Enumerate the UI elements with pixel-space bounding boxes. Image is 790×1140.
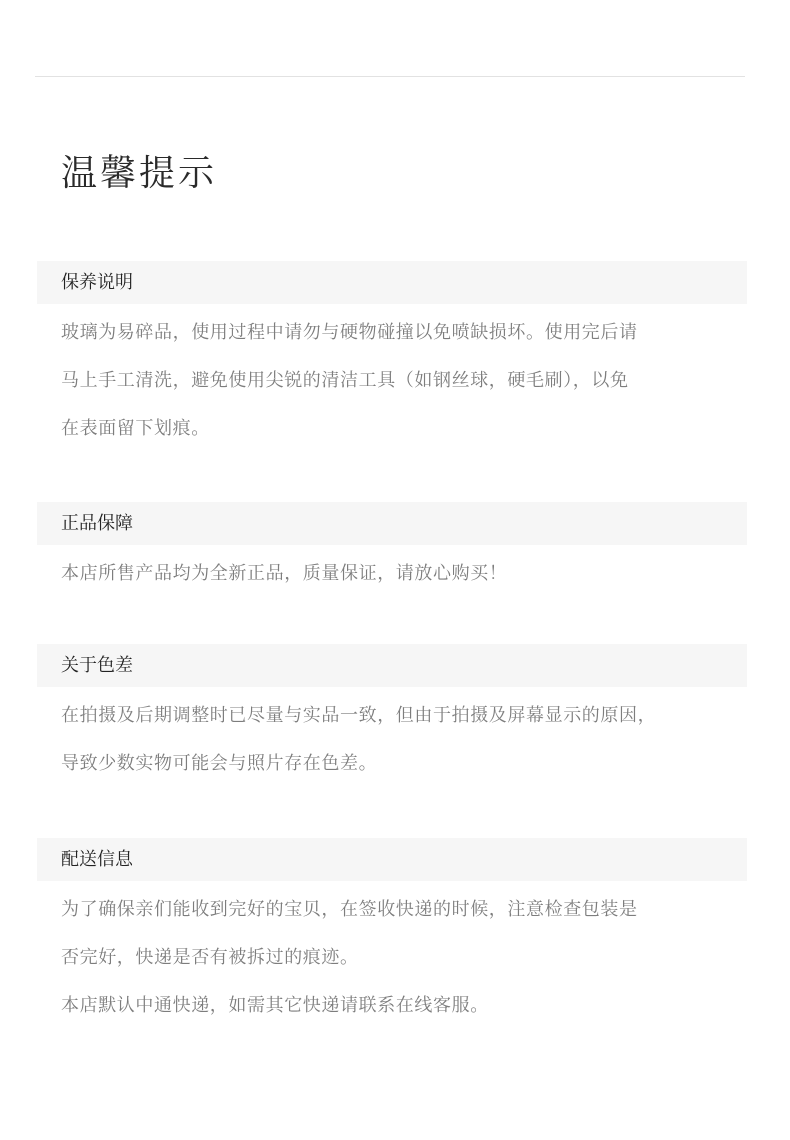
section-heading: 保养说明 <box>61 272 133 293</box>
section-color-difference <box>0 644 790 788</box>
section-body <box>61 881 731 1030</box>
section-header <box>37 261 747 304</box>
section-heading: 关于色差 <box>61 655 133 676</box>
text-line: 否完好，快递是否有被拆过的痕迹。 <box>61 947 359 968</box>
section-body <box>61 545 731 598</box>
page-title: 温馨提示 <box>61 153 218 194</box>
section-heading: 配送信息 <box>61 849 133 870</box>
text-line: 本店默认中通快递，如需其它快递请联系在线客服。 <box>61 995 489 1016</box>
section-header <box>37 502 747 545</box>
text-line: 本店所售产品均为全新正品，质量保证，请放心购买！ <box>61 563 508 584</box>
top-divider <box>35 76 745 77</box>
text-line: 导致少数实物可能会与照片存在色差。 <box>61 753 378 774</box>
section-header <box>37 644 747 687</box>
text-line: 在表面留下划痕。 <box>61 418 210 439</box>
section-body <box>61 687 731 788</box>
section-shipping-info <box>0 838 790 1030</box>
section-body <box>61 304 731 453</box>
section-care-instructions <box>0 261 790 453</box>
text-line: 在拍摄及后期调整时已尽量与实品一致，但由于拍摄及屏幕显示的原因， <box>61 705 657 726</box>
text-line: 玻璃为易碎品，使用过程中请勿与硬物碰撞以免喷缺损坏。使用完后请 <box>61 322 638 343</box>
section-authentic-guarantee <box>0 502 790 598</box>
text-line: 马上手工清洗，避免使用尖锐的清洁工具（如钢丝球，硬毛刷），以免 <box>61 370 629 391</box>
section-header <box>37 838 747 881</box>
text-line: 为了确保亲们能收到完好的宝贝，在签收快递的时候，注意检查包装是 <box>61 899 638 920</box>
section-heading: 正品保障 <box>61 513 133 534</box>
